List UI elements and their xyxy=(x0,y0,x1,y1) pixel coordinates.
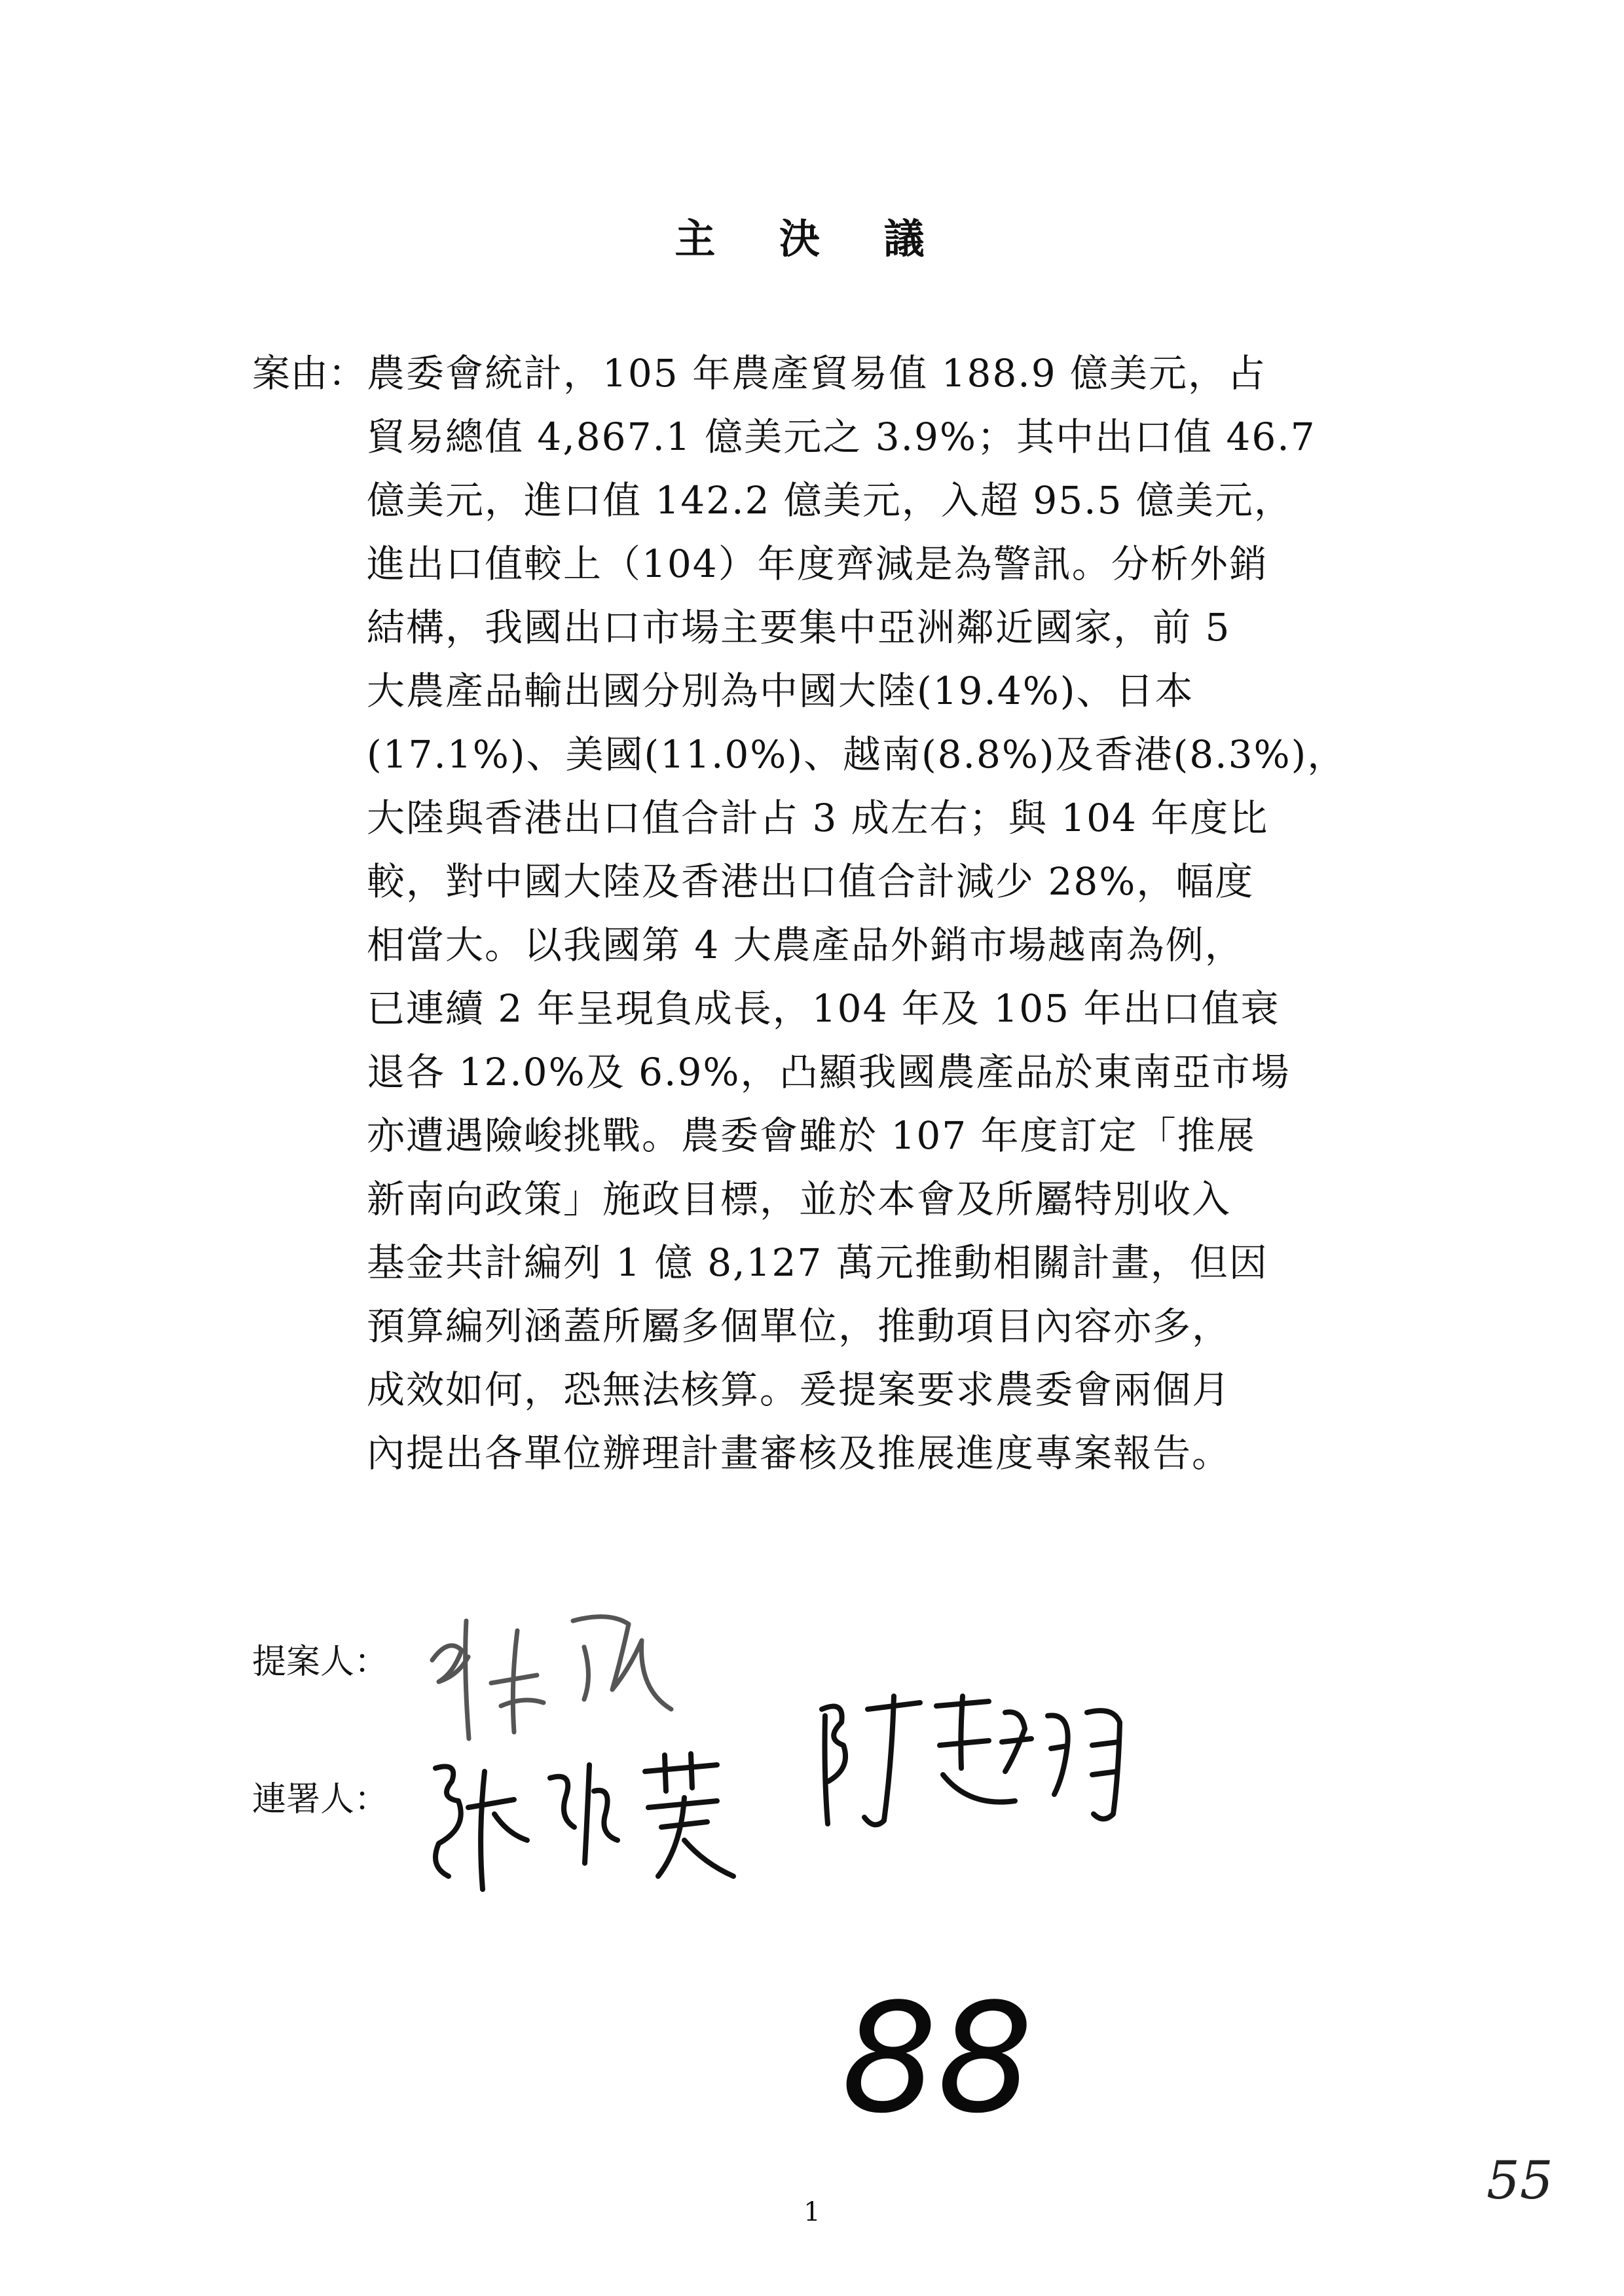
body-line: 退各 12.0%及 6.9%，凸顯我國農產品於東南亞市場 xyxy=(367,1050,1291,1094)
body-line: 新南向政策」施政目標，並於本會及所屬特別收入 xyxy=(367,1177,1232,1221)
body-line: 成效如何，恐無法核算。爰提案要求農委會兩個月 xyxy=(367,1367,1232,1412)
body-line: 農委會統計，105 年農產貿易值 188.9 億美元，占 xyxy=(367,351,1267,396)
cosigner-label: 連署人： xyxy=(252,1780,389,1819)
handwritten-number: 88 xyxy=(841,1972,1033,2147)
body-line: 相當大。以我國第 4 大農產品外銷市場越南為例， xyxy=(367,923,1244,967)
handwritten-page-number: 55 xyxy=(1486,2150,1553,2211)
body-line: 較，對中國大陸及香港出口值合計減少 28%，幅度 xyxy=(367,859,1255,904)
document-title: 主 決 議 xyxy=(674,215,950,263)
body-line: (17.1%)、美國(11.0%)、越南(8.8%)及香港(8.3%)， xyxy=(367,732,1347,777)
page-number: 1 xyxy=(803,2197,821,2227)
body-line: 內提出各單位辦理計畫審核及推展進度專案報告。 xyxy=(367,1431,1232,1475)
body-line: 已連續 2 年呈現負成長，104 年及 105 年出口值衰 xyxy=(367,986,1280,1031)
body-line: 結構，我國出口市場主要集中亞洲鄰近國家，前 5 xyxy=(367,605,1231,650)
body-line: 貿易總值 4,867.1 億美元之 3.9%；其中出口值 46.7 xyxy=(367,415,1316,459)
body-line: 億美元，進口值 142.2 億美元，入超 95.5 億美元， xyxy=(367,478,1293,523)
proposer-signature xyxy=(413,1598,688,1749)
body-line: 進出口值較上（104）年度齊減是為警訊。分析外銷 xyxy=(367,542,1268,586)
body-line: 大陸與香港出口值合計占 3 成左右；與 104 年度比 xyxy=(367,796,1269,840)
body-line: 基金共計編列 1 億 8,127 萬元推動相關計畫，但因 xyxy=(367,1240,1268,1285)
proposer-label: 提案人： xyxy=(252,1642,389,1682)
body-line: 預算編列涵蓋所屬多個單位，推動項目內容亦多， xyxy=(367,1304,1232,1348)
cosigner-signature-2 xyxy=(805,1683,1146,1834)
body-line: 亦遭遇險峻挑戰。農委會雖於 107 年度訂定「推展 xyxy=(367,1113,1256,1158)
case-label: 案由： xyxy=(252,351,367,396)
cosigner-signature-1 xyxy=(409,1735,750,1899)
body-line: 大農產品輸出國分別為中國大陸(19.4%)、日本 xyxy=(367,669,1194,713)
